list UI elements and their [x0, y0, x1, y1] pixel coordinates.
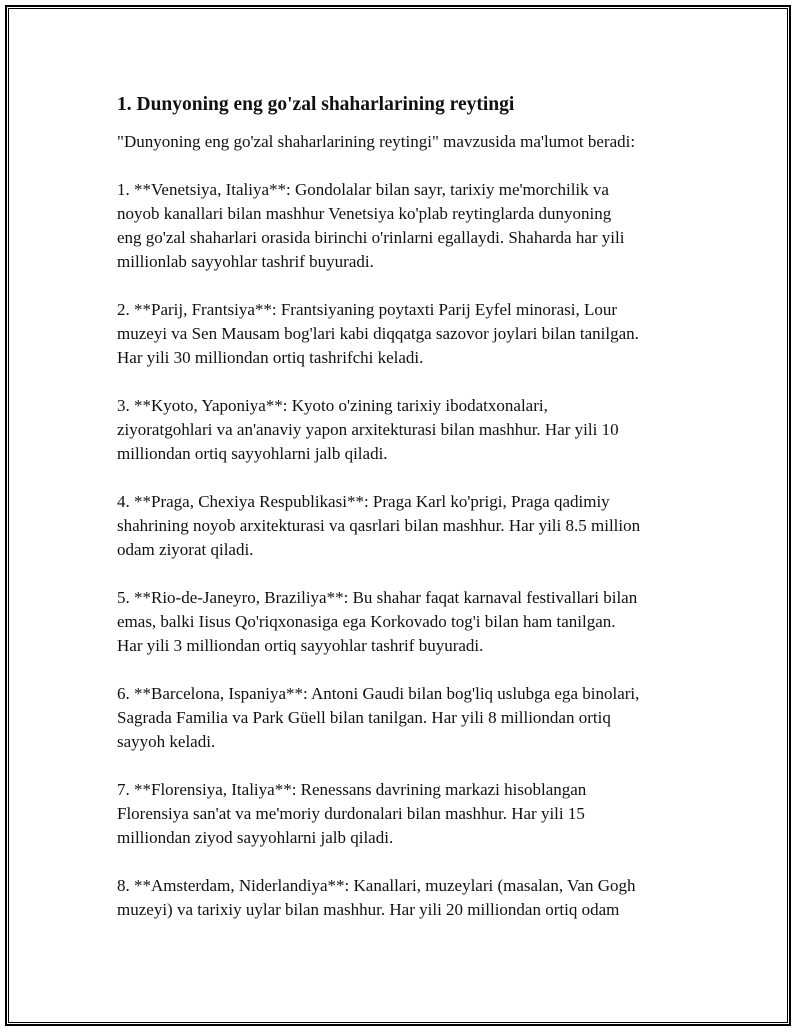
ranking-item-line: Florensiya san'at va me'moriy durdonalari bilan mashhur. Har yili 15 — [117, 804, 585, 823]
ranking-item-line: eng go'zal shaharlari orasida birinchi o'rinlarni egallaydi. Shaharda har yili — [117, 228, 625, 247]
ranking-item — [117, 874, 697, 922]
ranking-item — [117, 178, 697, 274]
ranking-item-line: 5. **Rio-de-Janeyro, Braziliya**: Bu shahar faqat karnaval festivallari bilan — [117, 588, 638, 607]
ranking-item-line: noyob kanallari bilan mashhur Venetsiya ko'plab reytinglarda dunyoning — [117, 204, 612, 223]
ranking-item-line: 1. **Venetsiya, Italiya**: Gondolalar bilan sayr, tarixiy me'morchilik va — [117, 180, 609, 199]
ranking-item-line: 8. **Amsterdam, Niderlandiya**: Kanallari, muzeylari (masalan, Van Gogh — [117, 876, 636, 895]
ranking-item-line: millionlab sayyohlar tashrif buyuradi. — [117, 252, 374, 271]
ranking-item-line: muzeyi) va tarixiy uylar bilan mashhur. Har yili 20 milliondan ortiq odam — [117, 900, 620, 919]
ranking-item-line: milliondan ortiq sayyohlarni jalb qiladi. — [117, 444, 388, 463]
ranking-item-line: 3. **Kyoto, Yaponiya**: Kyoto o'zining tarixiy ibodatxonalari, — [117, 396, 548, 415]
ranking-item-line: Har yili 30 milliondan ortiq tashrifchi keladi. — [117, 348, 424, 367]
ranking-item-line: 4. **Praga, Chexiya Respublikasi**: Praga Karl ko'prigi, Praga qadimiy — [117, 492, 610, 511]
ranking-item-line: Sagrada Familia va Park Güell bilan tanilgan. Har yili 8 milliondan ortiq — [117, 708, 611, 727]
ranking-item — [117, 394, 697, 466]
document-body — [117, 92, 697, 946]
ranking-item-line: 2. **Parij, Frantsiya**: Frantsiyaning poytaxti Parij Eyfel minorasi, Lour — [117, 300, 618, 319]
ranking-item-line: milliondan ziyod sayyohlarni jalb qiladi. — [117, 828, 394, 847]
document-intro: "Dunyoning eng go'zal shaharlarining reytingi" mavzusida ma'lumot beradi: — [117, 132, 636, 151]
ranking-list — [117, 178, 697, 922]
ranking-item — [117, 778, 697, 850]
ranking-item-line: emas, balki Iisus Qo'riqxonasiga ega Korkovado tog'i bilan ham tanilgan. — [117, 612, 616, 631]
ranking-item-line: 6. **Barcelona, Ispaniya**: Antoni Gaudi bilan bog'liq uslubga ega binolari, — [117, 684, 640, 703]
document-title: 1. Dunyoning eng go'zal shaharlarining reytingi — [117, 94, 515, 115]
ranking-item — [117, 586, 697, 658]
ranking-item — [117, 298, 697, 370]
ranking-item — [117, 682, 697, 754]
ranking-item-line: sayyoh keladi. — [117, 732, 216, 751]
ranking-item-line: ziyoratgohlari va an'anaviy yapon arxitekturasi bilan mashhur. Har yili 10 — [117, 420, 619, 439]
ranking-item-line: odam ziyorat qiladi. — [117, 540, 254, 559]
ranking-item-line: shahrining noyob arxitekturasi va qasrlari bilan mashhur. Har yili 8.5 million — [117, 516, 641, 535]
ranking-item — [117, 490, 697, 562]
ranking-item-line: muzeyi va Sen Mausam bog'lari kabi diqqatga sazovor joylari bilan tanilgan. — [117, 324, 639, 343]
ranking-item-line: Har yili 3 milliondan ortiq sayyohlar tashrif buyuradi. — [117, 636, 484, 655]
ranking-item-line: 7. **Florensiya, Italiya**: Renessans davrining markazi hisoblangan — [117, 780, 587, 799]
